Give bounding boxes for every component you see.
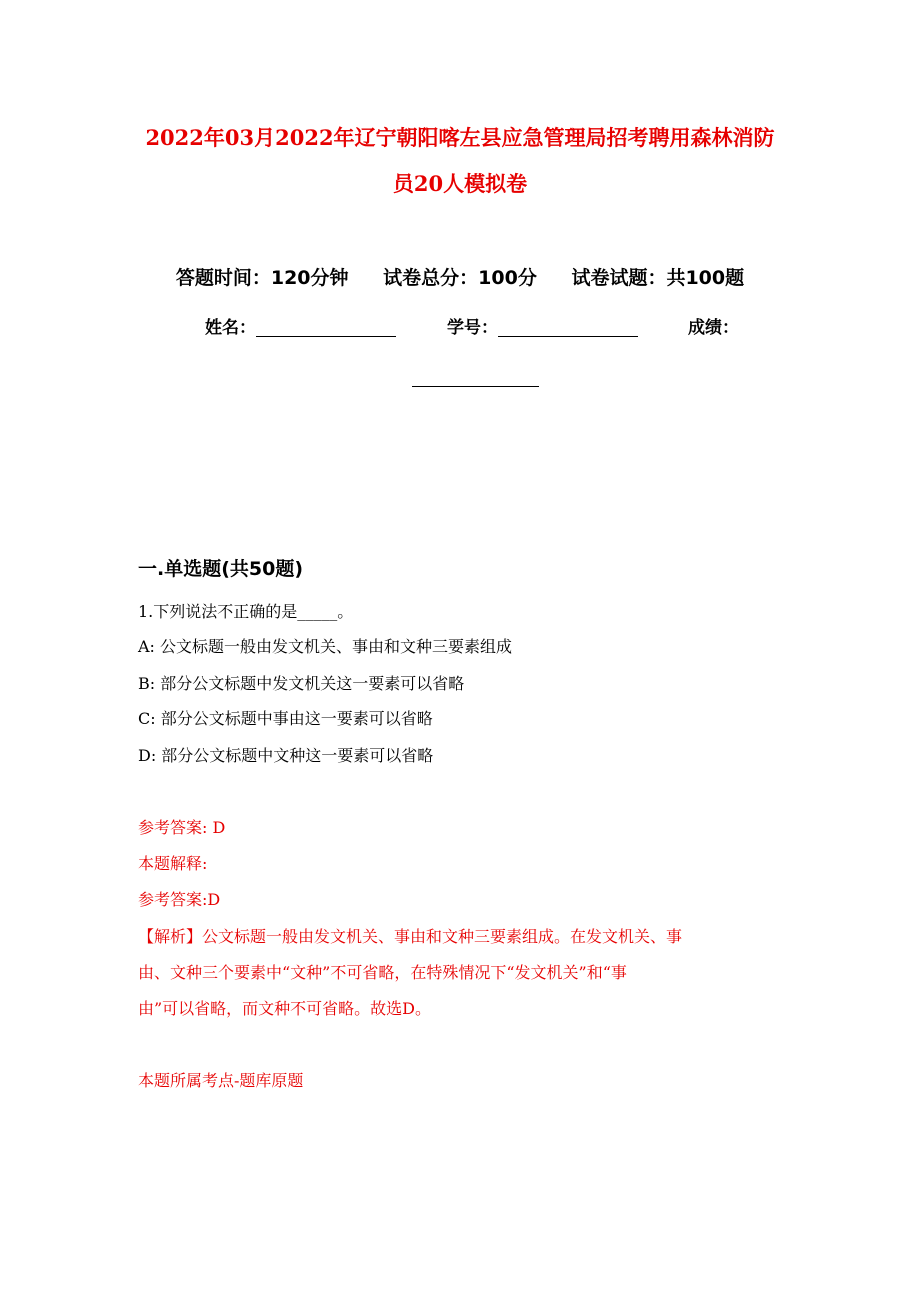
section-heading: 一.单选题(共50题)	[138, 558, 304, 580]
reference-answer-repeat: 参考答案:D	[138, 890, 221, 909]
exam-meta-row	[0, 269, 920, 288]
student-id-field	[447, 320, 638, 337]
explanation-line: 由”可以省略，而文种不可省略。故选D。	[138, 999, 432, 1018]
option-a: A: 公文标题一般由发文机关、事由和文种三要素组成	[138, 637, 513, 656]
topic-source: 本题所属考点-题库原题	[138, 1071, 304, 1090]
exam-total-score: 试卷总分：100分	[383, 267, 537, 289]
document-title-line-1: 2022年03月2022年辽宁朝阳喀左县应急管理局招考聘用森林消防	[145, 125, 775, 150]
question-stem: 1.下列说法不正确的是_____。	[138, 602, 354, 621]
option-d: D: 部分公文标题中文种这一要素可以省略	[138, 746, 434, 765]
explanation-line: 由、文种三个要素中“文种”不可省略，在特殊情况下“发文机关”和“事	[138, 963, 627, 982]
score-blank-line	[412, 386, 539, 387]
exam-question-count: 试卷试题：共100题	[571, 267, 745, 289]
student-id-blank-line	[498, 320, 638, 337]
student-id-label: 学号：	[447, 318, 498, 338]
score-label: 成绩：	[688, 318, 739, 338]
name-blank-line	[256, 320, 396, 337]
exam-time: 答题时间：120分钟	[175, 267, 349, 289]
explanation-label: 本题解释:	[138, 854, 208, 873]
explanation-line: 【解析】公文标题一般由发文机关、事由和文种三要素组成。在发文机关、事	[138, 927, 683, 946]
reference-answer: 参考答案: D	[138, 818, 226, 837]
option-b: B: 部分公文标题中发文机关这一要素可以省略	[138, 674, 465, 693]
document-title-line-2: 员20人模拟卷	[392, 171, 528, 196]
name-field	[205, 320, 396, 337]
score-field	[688, 320, 739, 337]
name-label: 姓名：	[205, 318, 256, 338]
option-c: C: 部分公文标题中事由这一要素可以省略	[138, 709, 433, 728]
